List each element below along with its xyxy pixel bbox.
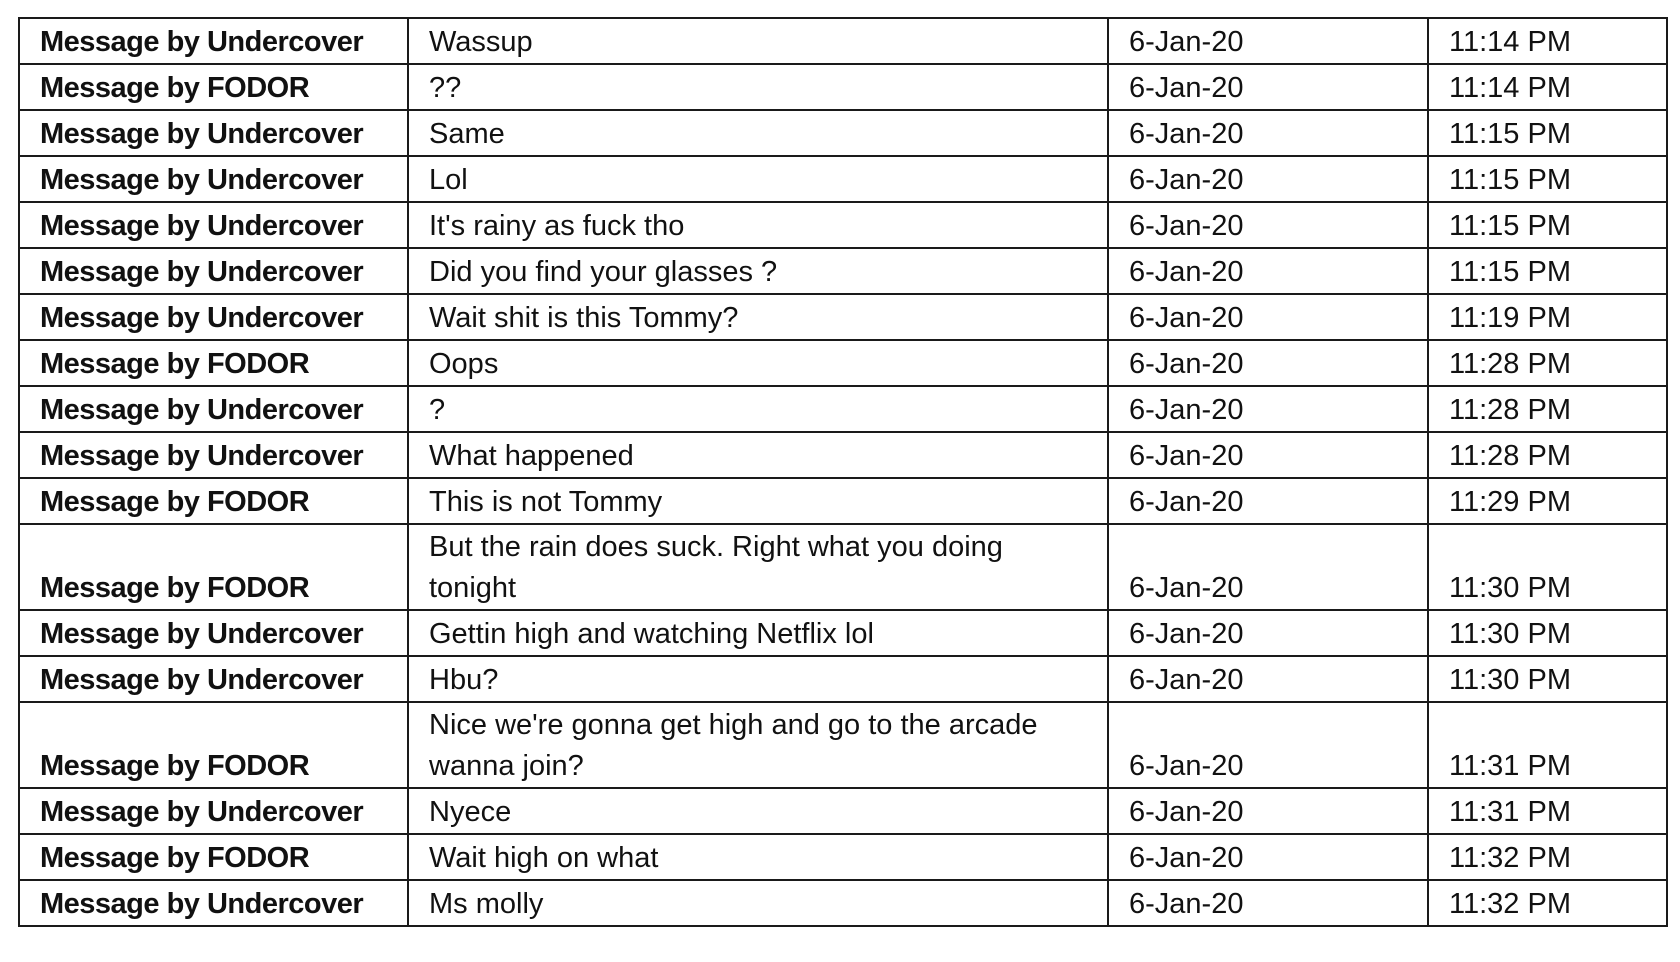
time-cell: 11:15 PM xyxy=(1428,202,1667,248)
message-log-table xyxy=(18,17,1668,927)
message-text-cell: Wait shit is this Tommy? xyxy=(408,294,1108,340)
sender-cell: Message by Undercover xyxy=(19,248,408,294)
date-cell: 6-Jan-20 xyxy=(1108,386,1428,432)
sender-cell: Message by Undercover xyxy=(19,610,408,656)
table-row xyxy=(19,110,1667,156)
table-row xyxy=(19,880,1667,926)
time-cell: 11:28 PM xyxy=(1428,386,1667,432)
date-cell: 6-Jan-20 xyxy=(1108,702,1428,788)
message-text-cell: Did you find your glasses ? xyxy=(408,248,1108,294)
time-cell: 11:32 PM xyxy=(1428,880,1667,926)
time-cell: 11:14 PM xyxy=(1428,64,1667,110)
date-cell: 6-Jan-20 xyxy=(1108,294,1428,340)
time-cell: 11:31 PM xyxy=(1428,788,1667,834)
date-cell: 6-Jan-20 xyxy=(1108,788,1428,834)
date-cell: 6-Jan-20 xyxy=(1108,248,1428,294)
date-cell: 6-Jan-20 xyxy=(1108,432,1428,478)
sender-cell: Message by Undercover xyxy=(19,110,408,156)
table-row xyxy=(19,788,1667,834)
table-row xyxy=(19,248,1667,294)
table-row xyxy=(19,386,1667,432)
time-cell: 11:28 PM xyxy=(1428,432,1667,478)
message-text-cell: Ms molly xyxy=(408,880,1108,926)
message-text-cell: Nice we're gonna get high and go to the arcade wanna join? xyxy=(408,702,1108,788)
time-cell: 11:28 PM xyxy=(1428,340,1667,386)
time-cell: 11:31 PM xyxy=(1428,702,1667,788)
date-cell: 6-Jan-20 xyxy=(1108,156,1428,202)
sender-cell: Message by FODOR xyxy=(19,524,408,610)
time-cell: 11:14 PM xyxy=(1428,18,1667,64)
date-cell: 6-Jan-20 xyxy=(1108,524,1428,610)
table-row xyxy=(19,18,1667,64)
table-row xyxy=(19,64,1667,110)
sender-cell: Message by FODOR xyxy=(19,478,408,524)
date-cell: 6-Jan-20 xyxy=(1108,834,1428,880)
time-cell: 11:29 PM xyxy=(1428,478,1667,524)
sender-cell: Message by FODOR xyxy=(19,340,408,386)
message-text-cell: Gettin high and watching Netflix lol xyxy=(408,610,1108,656)
sender-cell: Message by Undercover xyxy=(19,432,408,478)
time-cell: 11:30 PM xyxy=(1428,656,1667,702)
table-row xyxy=(19,340,1667,386)
message-text-cell: It's rainy as fuck tho xyxy=(408,202,1108,248)
sender-cell: Message by FODOR xyxy=(19,702,408,788)
date-cell: 6-Jan-20 xyxy=(1108,202,1428,248)
date-cell: 6-Jan-20 xyxy=(1108,656,1428,702)
time-cell: 11:15 PM xyxy=(1428,110,1667,156)
table-row xyxy=(19,834,1667,880)
message-text-cell: Hbu? xyxy=(408,656,1108,702)
sender-cell: Message by FODOR xyxy=(19,64,408,110)
time-cell: 11:19 PM xyxy=(1428,294,1667,340)
time-cell: 11:30 PM xyxy=(1428,610,1667,656)
table-row xyxy=(19,432,1667,478)
table-row xyxy=(19,656,1667,702)
sender-cell: Message by Undercover xyxy=(19,880,408,926)
time-cell: 11:15 PM xyxy=(1428,156,1667,202)
sender-cell: Message by Undercover xyxy=(19,156,408,202)
message-text-cell: ?? xyxy=(408,64,1108,110)
time-cell: 11:30 PM xyxy=(1428,524,1667,610)
table-row xyxy=(19,524,1667,610)
message-text-cell: This is not Tommy xyxy=(408,478,1108,524)
message-log-body xyxy=(19,18,1667,926)
message-text-cell: ? xyxy=(408,386,1108,432)
table-row xyxy=(19,610,1667,656)
message-text-cell: Oops xyxy=(408,340,1108,386)
sender-cell: Message by Undercover xyxy=(19,788,408,834)
message-text-cell: Wait high on what xyxy=(408,834,1108,880)
sender-cell: Message by Undercover xyxy=(19,294,408,340)
date-cell: 6-Jan-20 xyxy=(1108,610,1428,656)
table-row xyxy=(19,156,1667,202)
sender-cell: Message by Undercover xyxy=(19,18,408,64)
table-row xyxy=(19,478,1667,524)
message-text-cell: Nyece xyxy=(408,788,1108,834)
date-cell: 6-Jan-20 xyxy=(1108,18,1428,64)
message-text-cell: Wassup xyxy=(408,18,1108,64)
time-cell: 11:15 PM xyxy=(1428,248,1667,294)
sender-cell: Message by Undercover xyxy=(19,202,408,248)
date-cell: 6-Jan-20 xyxy=(1108,478,1428,524)
message-text-cell: But the rain does suck. Right what you doing tonight xyxy=(408,524,1108,610)
date-cell: 6-Jan-20 xyxy=(1108,110,1428,156)
table-row xyxy=(19,702,1667,788)
time-cell: 11:32 PM xyxy=(1428,834,1667,880)
message-text-cell: Same xyxy=(408,110,1108,156)
message-text-cell: Lol xyxy=(408,156,1108,202)
table-row xyxy=(19,202,1667,248)
sender-cell: Message by FODOR xyxy=(19,834,408,880)
table-row xyxy=(19,294,1667,340)
date-cell: 6-Jan-20 xyxy=(1108,64,1428,110)
sender-cell: Message by Undercover xyxy=(19,386,408,432)
date-cell: 6-Jan-20 xyxy=(1108,880,1428,926)
message-text-cell: What happened xyxy=(408,432,1108,478)
sender-cell: Message by Undercover xyxy=(19,656,408,702)
date-cell: 6-Jan-20 xyxy=(1108,340,1428,386)
